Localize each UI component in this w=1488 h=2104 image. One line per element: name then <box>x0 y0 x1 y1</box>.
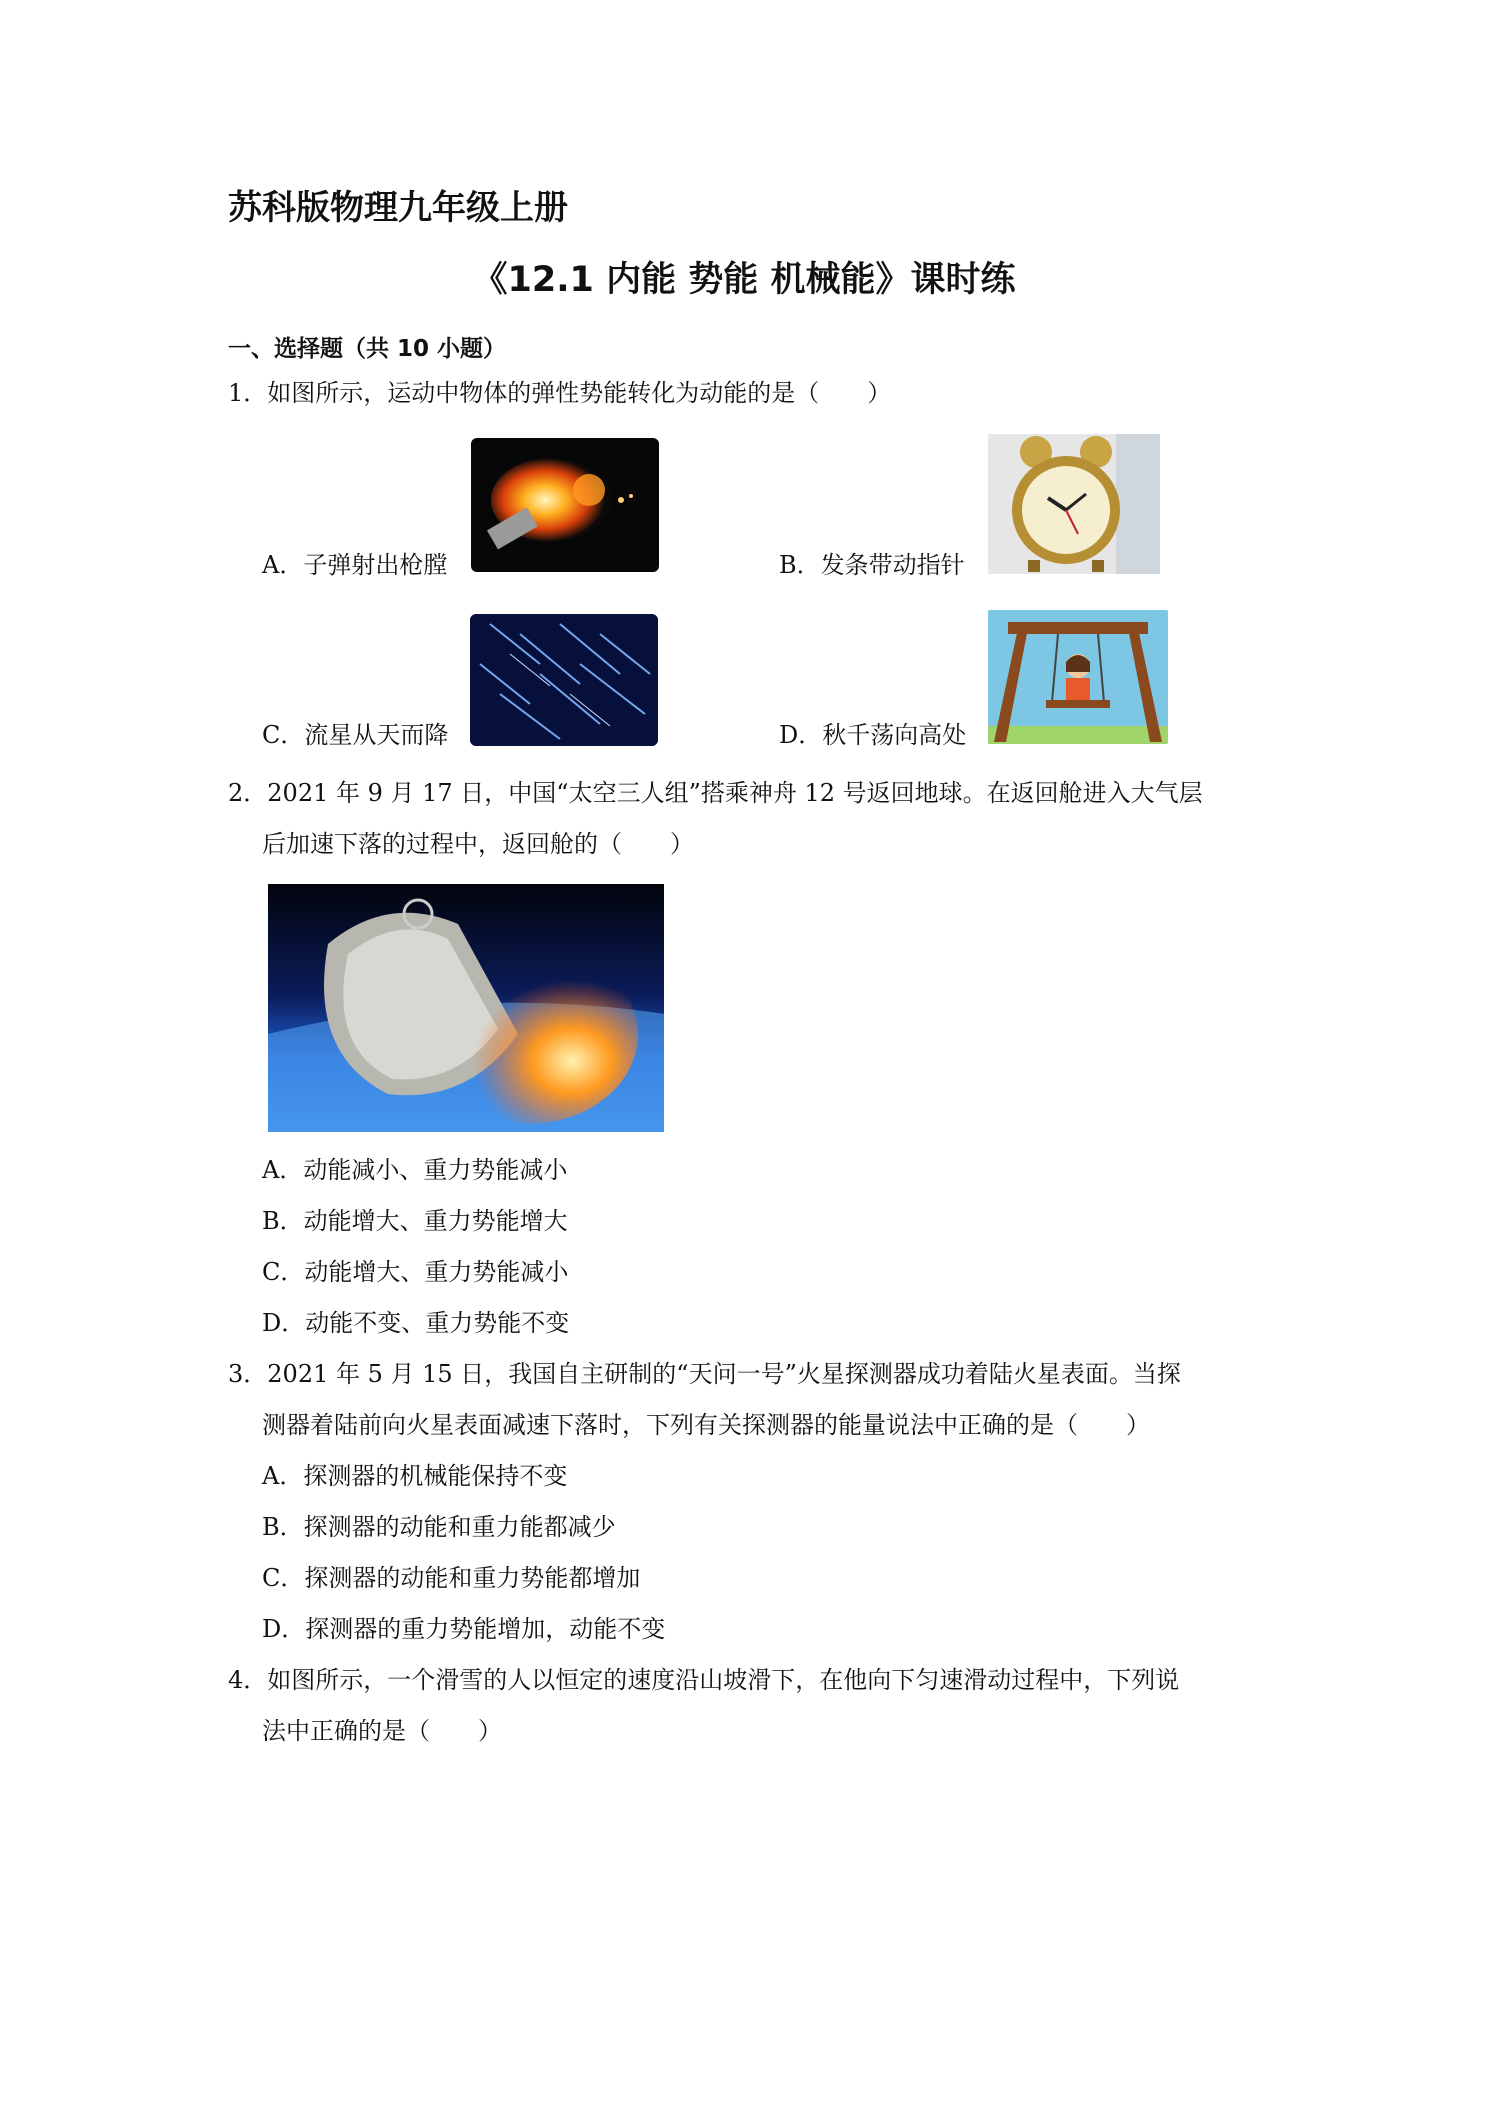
q1-option-a[interactable]: A．子弹射出枪膛 <box>262 551 448 579</box>
alarm-clock-image <box>988 434 1160 574</box>
q2-option-d[interactable]: D．动能不变、重力势能不变 <box>262 1309 570 1337</box>
question-2 <box>228 776 1203 810</box>
q3-option-a[interactable]: A．探测器的机械能保持不变 <box>262 1462 568 1490</box>
question-4-line2: 法中正确的是（ ） <box>262 1717 502 1745</box>
question-number: 2． <box>228 779 268 807</box>
q1-option-d[interactable]: D．秋千荡向高处 <box>779 721 967 749</box>
q2-option-a[interactable]: A．动能减小、重力势能减小 <box>262 1156 568 1184</box>
capsule-reentry-image <box>268 884 664 1132</box>
section-heading: 一、选择题（共 10 小题） <box>228 336 507 362</box>
question-number: 3． <box>228 1360 268 1388</box>
q1-option-b[interactable]: B．发条带动指针 <box>779 551 965 579</box>
swing-image <box>988 610 1168 744</box>
meteor-shower-image <box>470 614 658 746</box>
q2-option-c[interactable]: C．动能增大、重力势能减小 <box>262 1258 569 1286</box>
q3-option-c[interactable]: C．探测器的动能和重力势能都增加 <box>262 1564 641 1592</box>
question-number: 1． <box>228 379 268 407</box>
question-number: 4． <box>228 1666 268 1694</box>
page-title: 《12.1 内能 势能 机械能》课时练 <box>472 260 1016 300</box>
question-3 <box>228 1357 1181 1391</box>
q3-option-d[interactable]: D．探测器的重力势能增加，动能不变 <box>262 1615 666 1643</box>
series-title: 苏科版物理九年级上册 <box>228 188 568 228</box>
q1-option-c[interactable]: C．流星从天而降 <box>262 721 449 749</box>
q3-option-b[interactable]: B．探测器的动能和重力能都减少 <box>262 1513 616 1541</box>
q2-option-b[interactable]: B．动能增大、重力势能增大 <box>262 1207 568 1235</box>
question-text: 2021 年 5 月 15 日，我国自主研制的“天问一号”火星探测器成功着陆火星表面。当探 <box>267 1360 1181 1388</box>
question-1 <box>228 376 891 410</box>
bullet-fire-image <box>471 438 659 572</box>
question-3-line2: 测器着陆前向火星表面减速下落时，下列有关探测器的能量说法中正确的是（ ） <box>262 1411 1150 1439</box>
question-text: 2021 年 9 月 17 日，中国“太空三人组”搭乘神舟 12 号返回地球。在返回舱进入大气层 <box>267 779 1203 807</box>
question-4 <box>228 1663 1179 1697</box>
question-text: 如图所示，运动中物体的弹性势能转化为动能的是（ ） <box>267 379 892 407</box>
question-2-line2: 后加速下落的过程中，返回舱的（ ） <box>262 830 694 858</box>
question-text: 如图所示，一个滑雪的人以恒定的速度沿山坡滑下，在他向下匀速滑动过程中，下列说 <box>267 1666 1180 1694</box>
